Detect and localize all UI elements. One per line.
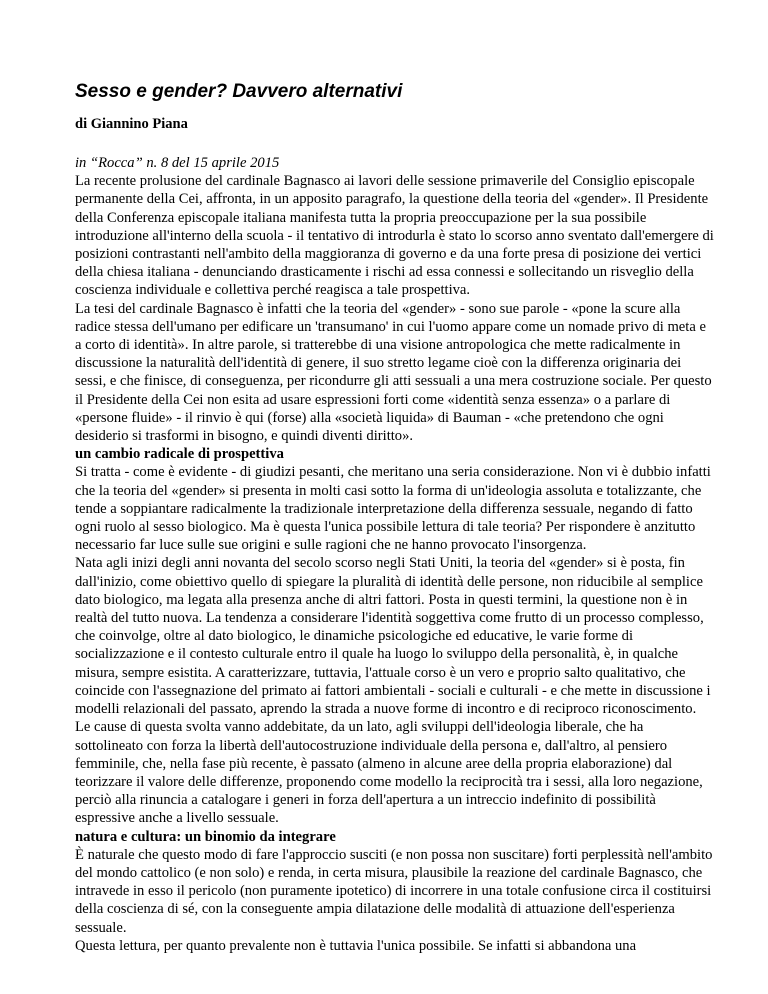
paragraph: È naturale che questo modo di fare l'approccio susciti (e non possa non suscitare) forti perplessità nell'ambito del mondo cattolico (e non solo) e renda, in certa misura, plausibile la reazione del cardinale Bagnasco, che intravede in esso il pericolo (non puramente ipotetico) di incorrere in una totale confusione circa il costituirsi della coscienza di sé, con la conseguente ampia dilatazione delle modalità di attuazione dell'esperienza sessuale. bbox=[75, 846, 713, 936]
paragraph: Questa lettura, per quanto prevalente non è tuttavia l'unica possibile. Se infatti si abbandona una bbox=[75, 937, 637, 954]
paragraph: La recente prolusione del cardinale Bagnasco ai lavori delle sessione primaverile del Consiglio episcopale permanente della Cei, affronta, in un apposito paragrafo, la questione della teoria del «gender». Il Presidente della Conferenza episcopale italiana manifesta tutta la propria preoccupazione per la sua possibile introduzione all'interno della scuola - il tentativo di introdurla è stato lo scorso anno sventato dall'emergere di posizioni contrastanti nell'ambito della maggioranza di governo e da una forte presa di posizione dei vertici della chiesa italiana - denunciando drasticamente i rischi ad essa connessi e sollecitando un risveglio della coscienza individuale e collettiva perché reagisca a tale prospettiva. bbox=[75, 173, 714, 299]
article-source: in “Rocca” n. 8 del 15 aprile 2015 bbox=[75, 155, 280, 171]
article-author: di Giannino Piana bbox=[75, 116, 188, 132]
article-body bbox=[75, 154, 715, 955]
paragraph: Nata agli inizi degli anni novanta del secolo scorso negli Stati Uniti, la teoria del «gender» si è posta, fin dall'inizio, come obiettivo quello di spiegare la pluralità di identità delle persone, non riducibile al semplice dato biologico, ma legata alla presenza anche di altri fattori. Posta in questi termini, la questione non è in realtà del tutto nuova. La tendenza a considerare l'identità soggettiva come frutto di un processo complesso, che coinvolge, oltre al dato biologico, le dinamiche psicologiche ed educative, le varie forme di socializzazione e il contesto culturale entro il quale ha luogo lo sviluppo della personalità, è, in qualche misura, sempre esistita. A caratterizzare, tuttavia, l'attuale corso è un vero e proprio salto qualitativo, che coincide con l'assegnazione del primato ai fattori ambientali - sociali e culturali - e che mette in discussione i modelli relazionali del passato, aprendo la strada a nuove forme di incontro e di reciproco riconoscimento. bbox=[75, 555, 711, 718]
section-heading: natura e cultura: un binomio da integrare bbox=[75, 828, 336, 845]
paragraph: La tesi del cardinale Bagnasco è infatti che la teoria del «gender» - sono sue parole - «pone la scure alla radice stessa dell'umano per edificare un 'transumano' in cui l'uomo appare come un nomade privo di meta e a corto di identità». In altre parole, si tratterebbe di una visione antropologica che mette radicalmente in discussione la naturalità dell'identità di genere, il suo stretto legame cioè con la differenza originaria dei sessi, e che finisce, di conseguenza, per ricondurre gli atti sessuali a una mera costruzione sociale. Per questo il Presidente della Cei non esita ad usare espressioni forti come «identità senza essenza» o a parlare di «persone fluide» - il rinvio è qui (forse) alla «società liquida» di Bauman - «che pretendono che ogni desiderio si trasformi in bisogno, e quindi diventi diritto». bbox=[75, 300, 712, 445]
document-page bbox=[75, 80, 715, 955]
article-title: Sesso e gender? Davvero alternativi bbox=[75, 81, 403, 102]
paragraph: Le cause di questa svolta vanno addebitate, da un lato, agli sviluppi dell'ideologia liberale, che ha sottolineato con forza la libertà dell'autocostruzione individuale della persona e, dall'altro, al pensiero femminile, che, nella fase più recente, è passato (almeno in alcune aree della propria elaborazione) dal teorizzare il valore delle differenze, proponendo come modello la reciprocità tra i sessi, alla loro negazione, perciò alla rinuncia a catalogare i generi in forza dell'apertura a un intreccio indefinito di possibilità espressive anche a livello sessuale. bbox=[75, 719, 703, 827]
paragraph: Si tratta - come è evidente - di giudizi pesanti, che meritano una seria considerazione. Non vi è dubbio infatti che la teoria del «gender» si presenta in molti casi sotto la forma di un'ideologia assoluta e totalizzante, che tende a soppiantare radicalmente la tradizionale interpretazione della differenza sessuale, negando di fatto ogni ruolo al sesso biologico. Ma è questa l'unica possibile lettura di tale teoria? Per rispondere è anzitutto necessario far luce sulle sue origini e sulle ragioni che ne hanno provocato l'insorgenza. bbox=[75, 464, 711, 554]
section-heading: un cambio radicale di prospettiva bbox=[75, 446, 284, 463]
